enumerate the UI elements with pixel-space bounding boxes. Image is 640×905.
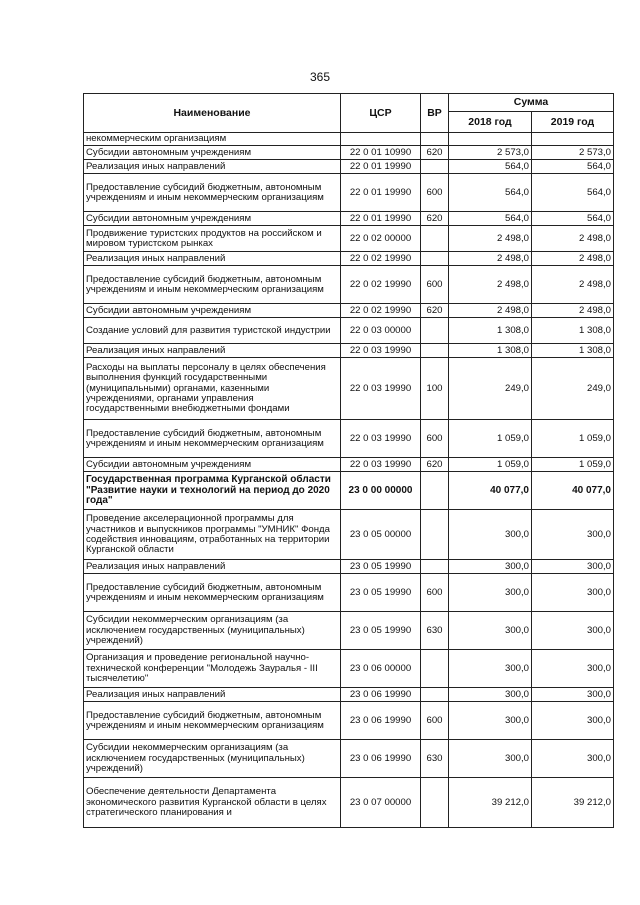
cell-csr: 22 0 02 19990 [341, 304, 421, 318]
cell-2018: 564,0 [449, 212, 532, 226]
cell-name: Предоставление субсидий бюджетным, автономным учреждениям и иным некоммерческим организациям [84, 174, 341, 212]
cell-vr: 620 [421, 146, 449, 160]
cell-2019: 300,0 [532, 688, 614, 702]
cell-2018: 2 498,0 [449, 266, 532, 304]
cell-name: Организация и проведение региональной научно-технической конференции "Молодежь Зауралья - III тысячелетию" [84, 650, 341, 688]
cell-2018: 300,0 [449, 510, 532, 560]
table-row [84, 226, 614, 252]
cell-name: Субсидии некоммерческим организациям (за исключением государственных (муниципальных) учреждений) [84, 740, 341, 778]
cell-2018: 1 059,0 [449, 458, 532, 472]
cell-2018: 300,0 [449, 560, 532, 574]
cell-name: Субсидии некоммерческим организациям (за исключением государственных (муниципальных) учреждений) [84, 612, 341, 650]
cell-csr: 23 0 05 00000 [341, 510, 421, 560]
cell-name: Реализация иных направлений [84, 688, 341, 702]
table-row [84, 344, 614, 358]
cell-vr [421, 650, 449, 688]
cell-csr: 23 0 06 19990 [341, 688, 421, 702]
cell-csr: 22 0 03 19990 [341, 420, 421, 458]
cell-2019: 300,0 [532, 702, 614, 740]
cell-2018: 300,0 [449, 688, 532, 702]
table-body [84, 133, 614, 828]
cell-csr: 22 0 02 19990 [341, 266, 421, 304]
cell-name: Проведение акселерационной программы для участников и выпускников программы "УМНИК" Фонда содействия инновациям, отработанных на территории Курганской области [84, 510, 341, 560]
cell-csr: 22 0 03 19990 [341, 358, 421, 420]
cell-name: Предоставление субсидий бюджетным, автономным учреждениям и иным некоммерческим организациям [84, 266, 341, 304]
header-year-2018: 2018 год [449, 112, 532, 133]
cell-vr: 630 [421, 612, 449, 650]
cell-csr: 23 0 06 19990 [341, 702, 421, 740]
cell-name: Расходы на выплаты персоналу в целях обеспечения выполнения функций государственными (муниципальными) органами, казенными учреждениями, органами управления государственными внебюджетными фондами [84, 358, 341, 420]
cell-csr: 23 0 07 00000 [341, 778, 421, 828]
cell-vr: 100 [421, 358, 449, 420]
header-vr: ВР [421, 94, 449, 133]
cell-vr [421, 160, 449, 174]
table-row [84, 266, 614, 304]
cell-2019: 1 308,0 [532, 318, 614, 344]
cell-vr [421, 778, 449, 828]
table-row [84, 778, 614, 828]
table-row [84, 702, 614, 740]
cell-2018: 300,0 [449, 574, 532, 612]
cell-2019: 300,0 [532, 612, 614, 650]
cell-2018: 1 308,0 [449, 344, 532, 358]
table-row [84, 174, 614, 212]
cell-csr: 23 0 05 19990 [341, 574, 421, 612]
table-row [84, 740, 614, 778]
cell-2019: 300,0 [532, 650, 614, 688]
table-row [84, 146, 614, 160]
cell-csr: 23 0 05 19990 [341, 560, 421, 574]
table-row [84, 160, 614, 174]
cell-2018: 2 498,0 [449, 252, 532, 266]
cell-vr [421, 318, 449, 344]
cell-2019: 564,0 [532, 212, 614, 226]
cell-2019: 300,0 [532, 574, 614, 612]
cell-csr: 22 0 03 19990 [341, 344, 421, 358]
cell-name: Создание условий для развития туристской индустрии [84, 318, 341, 344]
cell-name: Реализация иных направлений [84, 560, 341, 574]
cell-2019: 1 059,0 [532, 420, 614, 458]
cell-vr: 620 [421, 212, 449, 226]
cell-vr: 600 [421, 420, 449, 458]
page-number: 365 [309, 70, 331, 84]
table-row [84, 510, 614, 560]
cell-vr [421, 226, 449, 252]
table-row [84, 472, 614, 510]
cell-2018: 1 308,0 [449, 318, 532, 344]
table-row [84, 318, 614, 344]
cell-2019: 249,0 [532, 358, 614, 420]
cell-vr: 620 [421, 304, 449, 318]
cell-2019: 40 077,0 [532, 472, 614, 510]
cell-2018: 300,0 [449, 702, 532, 740]
cell-2019: 2 498,0 [532, 266, 614, 304]
table-row [84, 688, 614, 702]
cell-name: Реализация иных направлений [84, 160, 341, 174]
cell-2019: 2 498,0 [532, 226, 614, 252]
cell-vr: 630 [421, 740, 449, 778]
cell-2019: 300,0 [532, 740, 614, 778]
cell-2018: 564,0 [449, 160, 532, 174]
cell-csr: 23 0 06 19990 [341, 740, 421, 778]
cell-2018: 2 573,0 [449, 146, 532, 160]
header-csr: ЦСР [341, 94, 421, 133]
cell-name: Предоставление субсидий бюджетным, автономным учреждениям и иным некоммерческим организациям [84, 574, 341, 612]
header-sum: Сумма [449, 94, 614, 112]
cell-2019: 1 059,0 [532, 458, 614, 472]
cell-csr: 22 0 03 19990 [341, 458, 421, 472]
cell-2018: 249,0 [449, 358, 532, 420]
cell-name: Субсидии автономным учреждениям [84, 304, 341, 318]
table-row [84, 420, 614, 458]
cell-csr: 22 0 01 19990 [341, 174, 421, 212]
table-row [84, 212, 614, 226]
header-year-2019: 2019 год [532, 112, 614, 133]
table-row [84, 252, 614, 266]
table-row [84, 358, 614, 420]
cell-vr [421, 472, 449, 510]
cell-csr: 22 0 02 19990 [341, 252, 421, 266]
cell-2019: 2 498,0 [532, 304, 614, 318]
table-row [84, 650, 614, 688]
cell-csr [341, 133, 421, 146]
cell-2018: 564,0 [449, 174, 532, 212]
cell-2018: 2 498,0 [449, 226, 532, 252]
cell-vr [421, 560, 449, 574]
table-row [84, 304, 614, 318]
cell-name: Субсидии автономным учреждениям [84, 146, 341, 160]
budget-table [83, 93, 614, 828]
cell-2018: 1 059,0 [449, 420, 532, 458]
cell-vr [421, 133, 449, 146]
table-row [84, 458, 614, 472]
cell-2019: 564,0 [532, 160, 614, 174]
cell-2019: 2 573,0 [532, 146, 614, 160]
cell-2018: 2 498,0 [449, 304, 532, 318]
cell-2019 [532, 133, 614, 146]
cell-name: Государственная программа Курганской области "Развитие науки и технологий на период до 2020 года" [84, 472, 341, 510]
cell-csr: 22 0 01 19990 [341, 160, 421, 174]
table-row [84, 133, 614, 146]
cell-csr: 23 0 06 00000 [341, 650, 421, 688]
cell-2019: 300,0 [532, 510, 614, 560]
header-name: Наименование [84, 94, 341, 133]
cell-2018: 300,0 [449, 740, 532, 778]
cell-name: Реализация иных направлений [84, 252, 341, 266]
cell-name: Реализация иных направлений [84, 344, 341, 358]
cell-csr: 23 0 05 19990 [341, 612, 421, 650]
cell-2019: 1 308,0 [532, 344, 614, 358]
table-row [84, 560, 614, 574]
cell-name: Предоставление субсидий бюджетным, автономным учреждениям и иным некоммерческим организациям [84, 702, 341, 740]
cell-name: Субсидии автономным учреждениям [84, 458, 341, 472]
cell-2019: 39 212,0 [532, 778, 614, 828]
cell-csr: 22 0 03 00000 [341, 318, 421, 344]
cell-2018 [449, 133, 532, 146]
cell-2019: 300,0 [532, 560, 614, 574]
table-row [84, 612, 614, 650]
cell-vr [421, 510, 449, 560]
cell-csr: 22 0 01 10990 [341, 146, 421, 160]
cell-2018: 39 212,0 [449, 778, 532, 828]
cell-name: Субсидии автономным учреждениям [84, 212, 341, 226]
cell-2018: 40 077,0 [449, 472, 532, 510]
cell-csr: 23 0 00 00000 [341, 472, 421, 510]
cell-name: Продвижение туристских продуктов на российском и мировом туристском рынках [84, 226, 341, 252]
table-row [84, 574, 614, 612]
cell-name: Предоставление субсидий бюджетным, автономным учреждениям и иным некоммерческим организациям [84, 420, 341, 458]
cell-vr: 600 [421, 574, 449, 612]
cell-name: некоммерческим организациям [84, 133, 341, 146]
cell-2018: 300,0 [449, 650, 532, 688]
cell-2018: 300,0 [449, 612, 532, 650]
cell-vr [421, 252, 449, 266]
cell-vr [421, 688, 449, 702]
cell-vr: 600 [421, 266, 449, 304]
cell-csr: 22 0 02 00000 [341, 226, 421, 252]
cell-vr: 600 [421, 174, 449, 212]
cell-vr: 620 [421, 458, 449, 472]
cell-2019: 564,0 [532, 174, 614, 212]
cell-csr: 22 0 01 19990 [341, 212, 421, 226]
cell-name: Обеспечение деятельности Департамента экономического развития Курганской области в целях стратегического планирования и [84, 778, 341, 828]
cell-2019: 2 498,0 [532, 252, 614, 266]
cell-vr [421, 344, 449, 358]
cell-vr: 600 [421, 702, 449, 740]
